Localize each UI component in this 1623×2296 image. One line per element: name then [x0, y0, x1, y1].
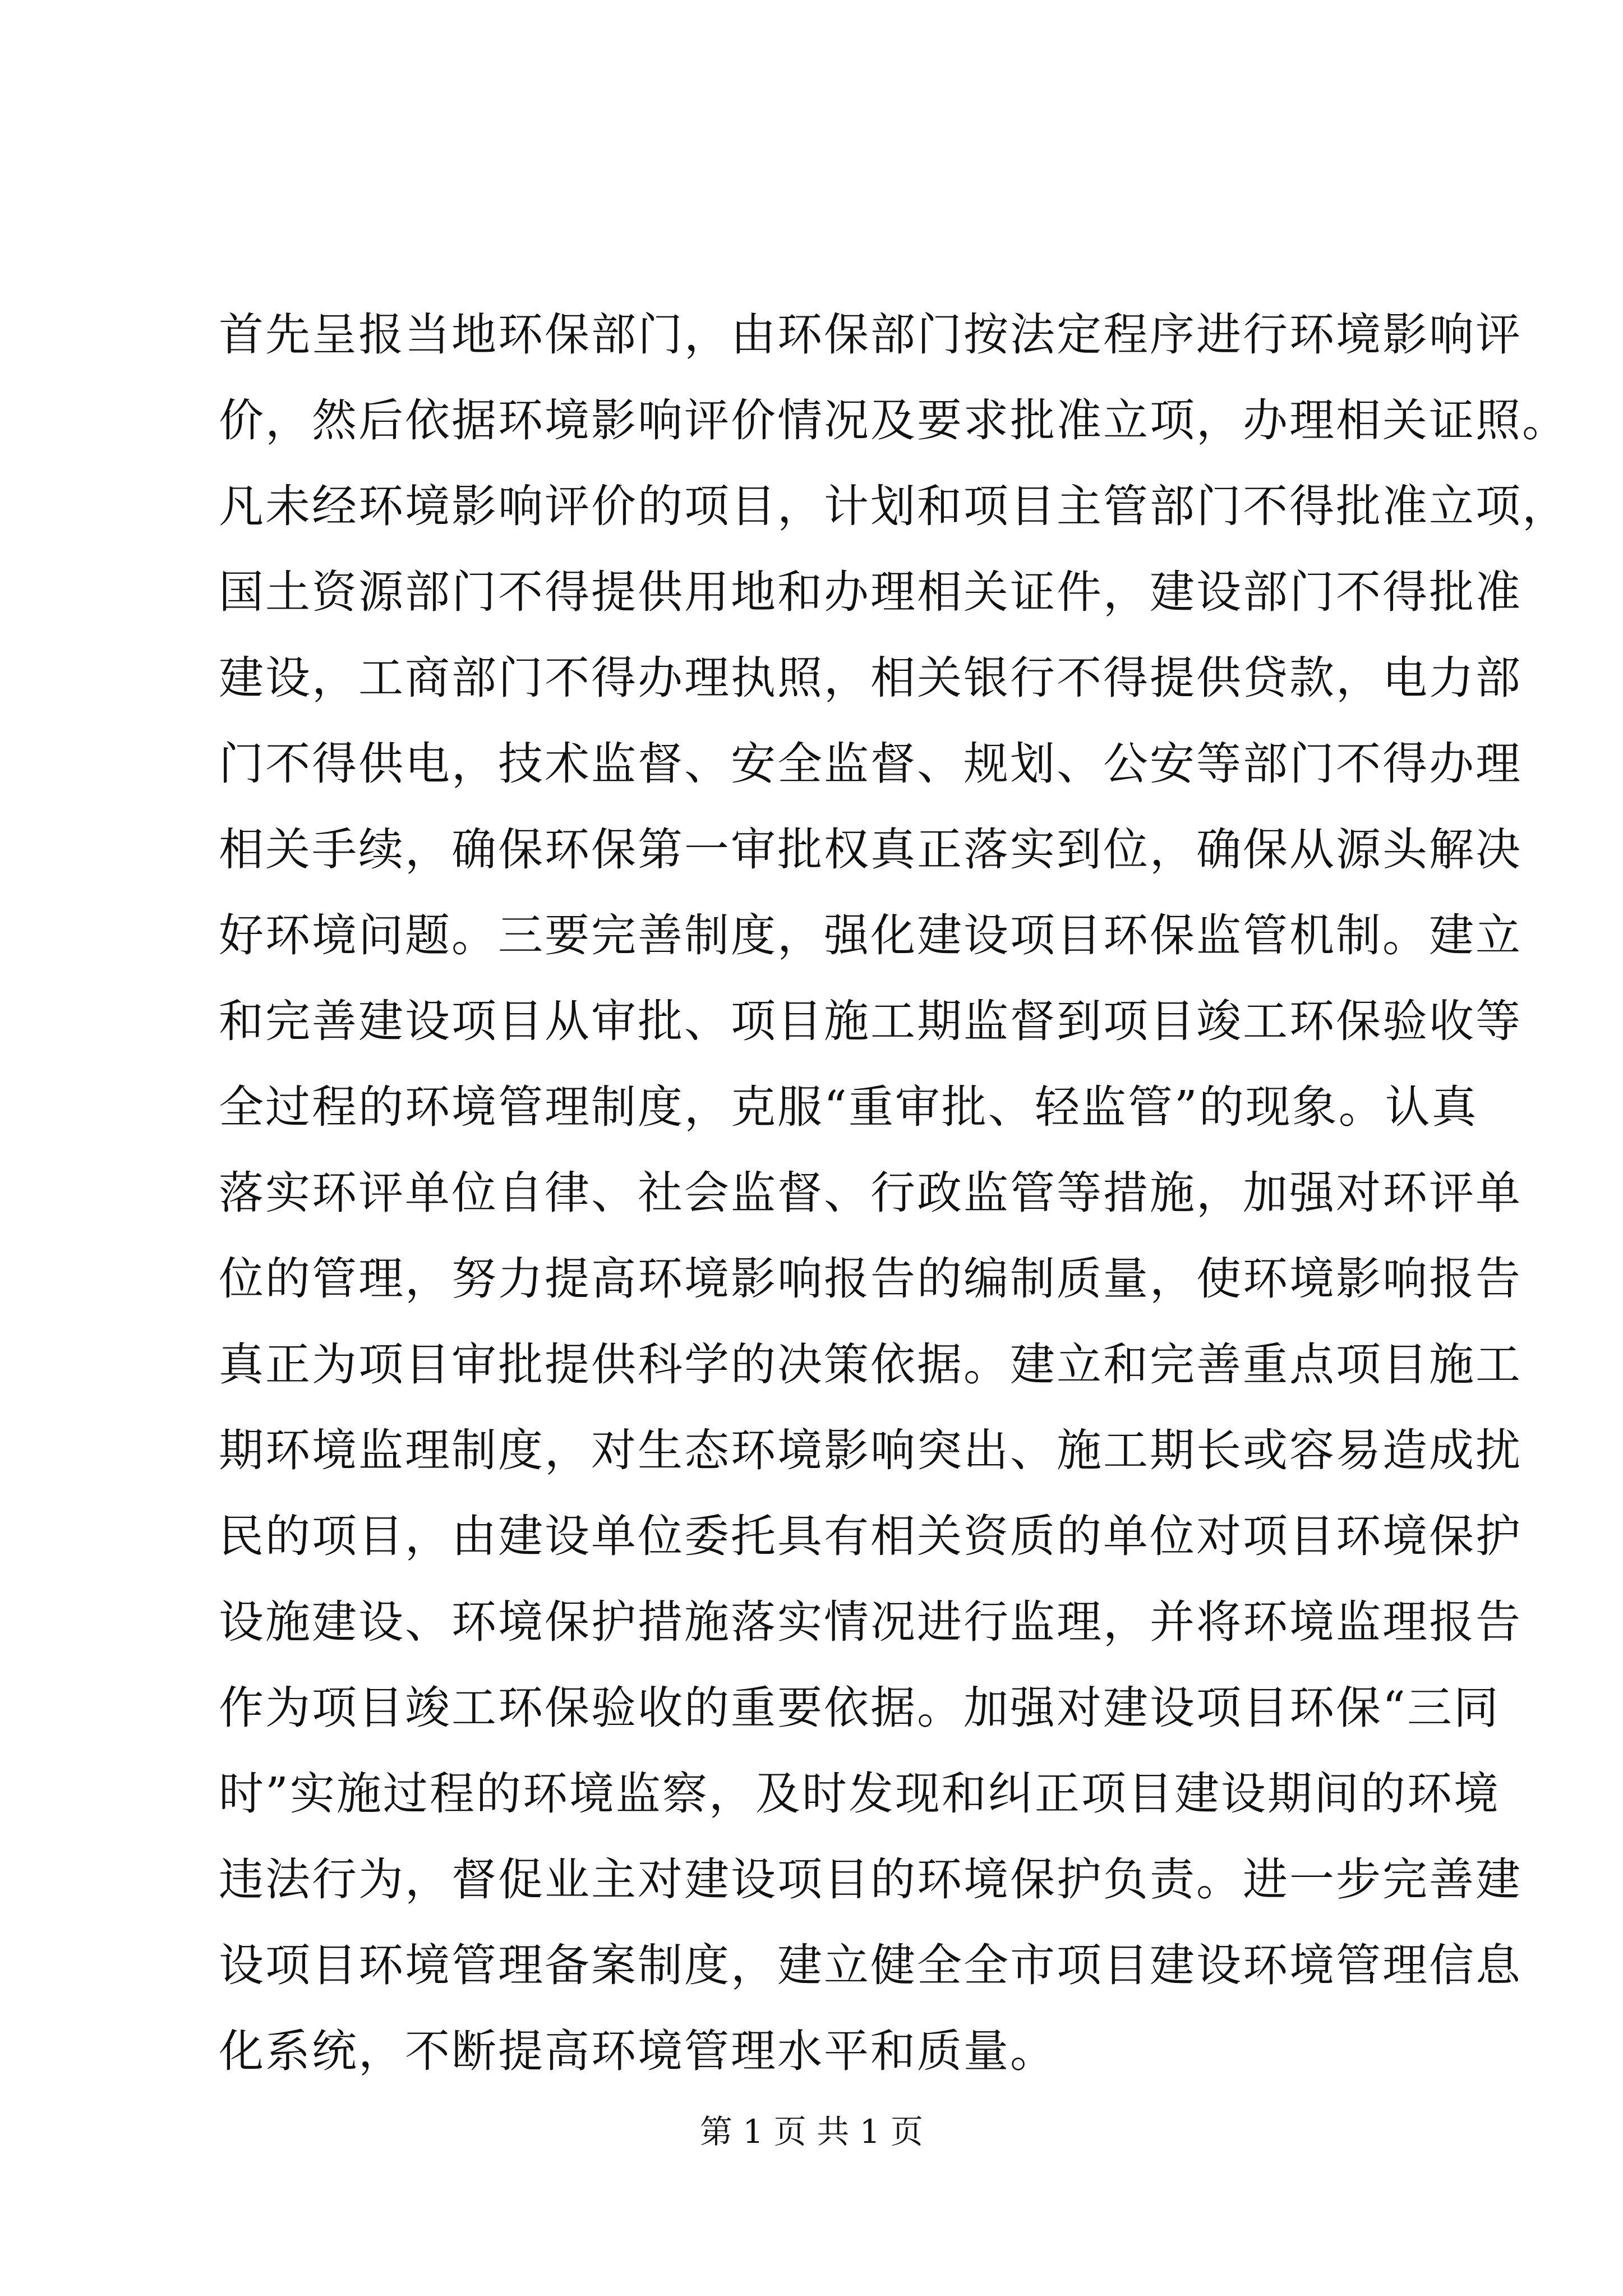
text-line-12: 位的管理，努力提高环境影响报告的编制质量，使环境影响报告	[219, 1253, 1522, 1305]
text-line-14: 期环境监理制度，对生态环境影响突出、施工期长或容易造成扰	[219, 1424, 1522, 1476]
page-number-footer: 第 1 页 共 1 页	[700, 2113, 923, 2151]
text-line-7: 相关手续，确保环保第一审批权真正落实到位，确保从源头解决	[219, 823, 1522, 876]
text-line-8: 好环境问题。三要完善制度，强化建设项目环保监管机制。建立	[219, 909, 1522, 961]
text-line-18: 时”实施过程的环境监察，及时发现和纠正项目建设期间的环境	[219, 1768, 1500, 1820]
text-line-1: 首先呈报当地环保部门，由环保部门按法定程序进行环境影响评	[219, 309, 1522, 361]
text-line-21: 化系统，不断提高环境管理水平和质量。	[219, 2025, 1057, 2077]
text-line-19: 违法行为，督促业主对建设项目的环境保护负责。进一步完善建	[219, 1853, 1522, 1906]
text-line-9: 和完善建设项目从审批、项目施工期监督到项目竣工环保验收等	[219, 995, 1522, 1047]
text-line-5: 建设，工商部门不得办理执照，相关银行不得提供贷款，电力部	[219, 652, 1522, 704]
text-line-6: 门不得供电，技术监督、安全监督、规划、公安等部门不得办理	[219, 738, 1522, 790]
text-line-16: 设施建设、环境保护措施落实情况进行监理，并将环境监理报告	[219, 1596, 1522, 1648]
text-line-13: 真正为项目审批提供科学的决策依据。建立和完善重点项目施工	[219, 1338, 1522, 1391]
text-line-2: 价，然后依据环境影响评价情况及要求批准立项，办理相关证照。	[219, 394, 1569, 447]
body-paragraph	[219, 292, 1569, 2094]
text-line-20: 设项目环境管理备案制度，建立健全全市项目建设环境管理信息	[219, 1939, 1522, 1991]
text-line-17: 作为项目竣工环保验收的重要依据。加强对建设项目环保“三同	[219, 1682, 1500, 1734]
text-line-11: 落实环评单位自律、社会监督、行政监管等措施，加强对环评单	[219, 1167, 1522, 1219]
text-line-15: 民的项目，由建设单位委托具有相关资质的单位对项目环境保护	[219, 1510, 1522, 1562]
text-line-10: 全过程的环境管理制度，克服“重审批、轻监管”的现象。认真	[219, 1081, 1478, 1133]
text-line-3: 凡未经环境影响评价的项目，计划和项目主管部门不得批准立项，	[219, 480, 1569, 532]
text-line-4: 国土资源部门不得提供用地和办理相关证件，建设部门不得批准	[219, 566, 1522, 618]
